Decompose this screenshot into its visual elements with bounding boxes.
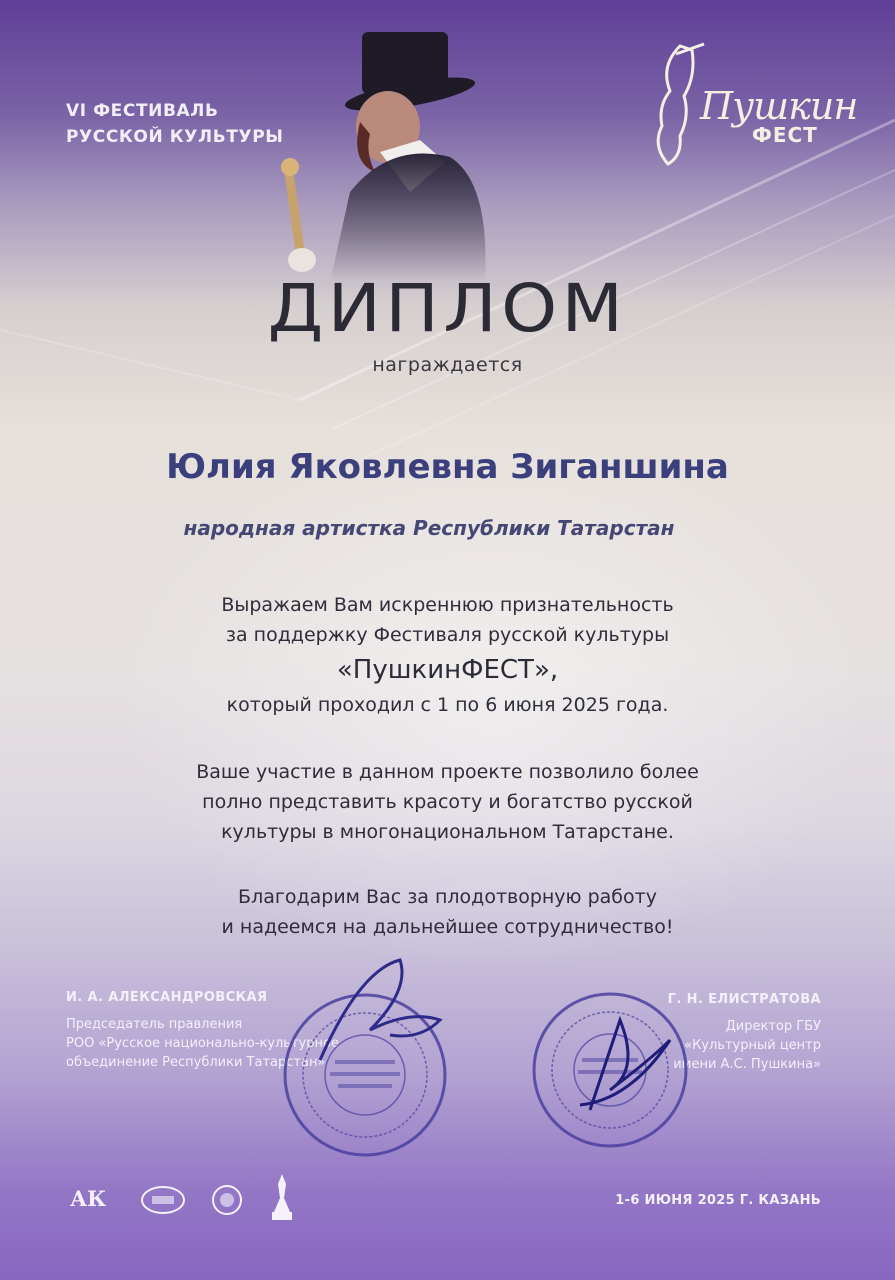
role-line: Председатель правления: [66, 1017, 243, 1032]
thanks-line: и надеемся на дальнейшее сотрудничество!: [221, 916, 674, 938]
participation-paragraph: [0, 757, 895, 847]
partner-ak-logo: АК: [70, 1186, 107, 1211]
diploma-heading: ДИПЛОМ: [267, 270, 628, 347]
gratitude-line: Выражаем Вам искреннюю признательность: [221, 594, 674, 616]
footer-date-place: 1-6 ИЮНЯ 2025 Г. КАЗАНЬ: [615, 1193, 821, 1208]
signatory-right-name: Г. Н. ЕЛИСТРАТОВА: [667, 992, 821, 1007]
thanks-line: Благодарим Вас за плодотворную работу: [238, 886, 657, 908]
logo-wordmark: Пушкин: [700, 84, 858, 128]
festival-title-line1: VI ФЕСТИВАЛЬ: [66, 101, 219, 121]
role-line: РОО «Русское национально-культурное: [66, 1036, 339, 1051]
coat-of-arms-icon: [210, 1180, 244, 1220]
festival-name: «ПушкинФЕСТ»,: [336, 655, 559, 685]
partner-emblem-icon: [140, 1180, 186, 1220]
participation-line: культуры в многонациональном Татарстане.: [221, 821, 674, 843]
logo-subword: ФЕСТ: [752, 123, 818, 147]
role-line: объединение Республики Татарстан»: [66, 1055, 326, 1070]
festival-title-line2: РУССКОЙ КУЛЬТУРЫ: [66, 127, 284, 147]
recipient-title: народная артистка Республики Татарстан: [183, 516, 675, 540]
signature-left-icon: [300, 950, 460, 1070]
signatory-right: [668, 992, 821, 1074]
awarded-label: награждается: [372, 354, 523, 376]
signatory-right-role: [668, 1017, 821, 1074]
participation-line: полно представить красоту и богатство русской: [202, 791, 693, 813]
participation-line: Ваше участие в данном проекте позволило более: [196, 761, 699, 783]
role-line: Директор ГБУ: [725, 1019, 821, 1034]
thanks-paragraph: [0, 882, 895, 942]
gratitude-paragraph: [0, 590, 895, 720]
signature-right-icon: [560, 1010, 680, 1120]
recipient-name: Юлия Яковлевна Зиганшина: [166, 447, 729, 487]
role-line: «Культурный центр: [684, 1038, 821, 1053]
gratitude-line: за поддержку Фестиваля русской культуры: [225, 624, 670, 646]
signatory-left-name: И. А. АЛЕКСАНДРОВСКАЯ: [66, 990, 268, 1005]
festival-title: [66, 98, 283, 150]
gratitude-line: который проходил с 1 по 6 июня 2025 года.: [226, 694, 669, 716]
statue-logo-icon: [268, 1172, 296, 1222]
pushkin-figure-image: [270, 22, 500, 282]
role-line: имени А.С. Пушкина»: [673, 1057, 821, 1072]
